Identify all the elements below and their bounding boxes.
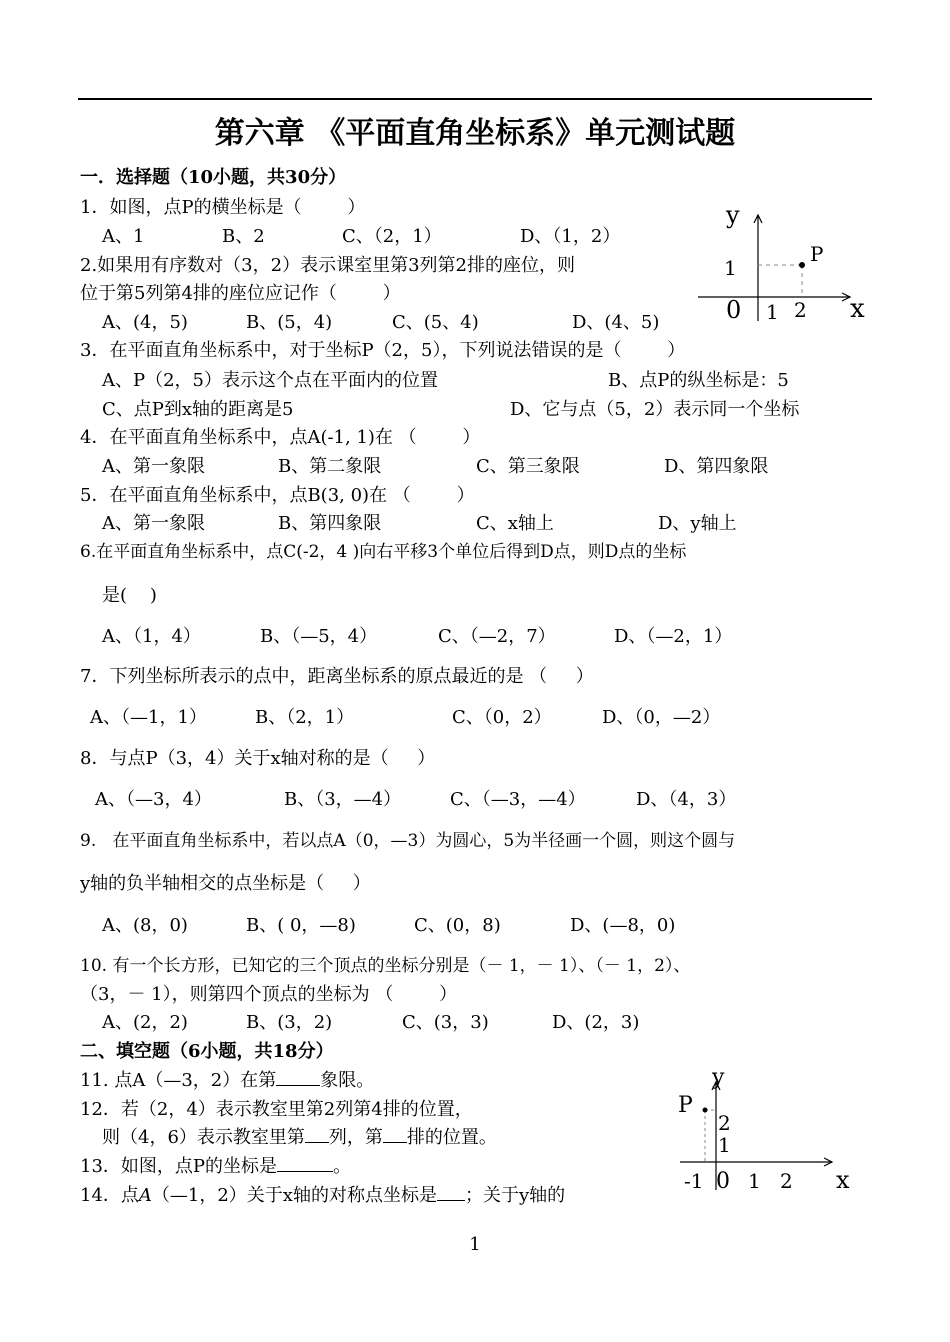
q10-option-d: D、(2，3)	[552, 1012, 640, 1033]
q5-stem: 5．在平面直角坐标系中，点B(3, 0)在 （ ）	[80, 485, 475, 506]
q12-row-blank[interactable]	[383, 1142, 407, 1143]
q12-line1: 12．若（2，4）表示教室里第2列第4排的位置，	[80, 1099, 473, 1120]
q8-option-b: B、（3，—4）	[284, 789, 402, 810]
q10-option-b: B、(3，2)	[246, 1012, 333, 1033]
fig1-x-label: x	[850, 294, 865, 324]
q9-option-c: C、(0，8)	[414, 915, 501, 936]
q7-option-a: A、（—1，1）	[90, 707, 207, 728]
q8-stem: 8．与点P（3，4）关于x轴对称的是（ ）	[80, 748, 436, 769]
fig2-x-tick-neg1: -1	[684, 1169, 704, 1193]
q9-stem-line2: y轴的负半轴相交的点坐标是（ ）	[80, 873, 371, 894]
q4-option-a: A、第一象限	[102, 456, 205, 477]
q5-option-d: D、y轴上	[658, 513, 737, 534]
q4-option-b: B、第二象限	[278, 456, 382, 477]
header-rule	[78, 98, 872, 100]
q14-answer-blank[interactable]	[437, 1200, 465, 1201]
q6-option-d: D、（—2，1）	[614, 626, 733, 647]
q2-option-b: B、(5，4)	[246, 312, 333, 333]
q10-stem-line2: （3，－ 1），则第四个顶点的坐标为 （ ）	[80, 984, 458, 1005]
q6-stem-line2: 是( )	[102, 585, 157, 606]
q1-stem: 1．如图，点P的横坐标是（ ）	[80, 197, 366, 218]
q12-text-mid: 列，第	[328, 1127, 383, 1148]
q1-option-b: B、2	[222, 226, 265, 247]
q5-option-b: B、第四象限	[278, 513, 382, 534]
coordinate-figure-2	[672, 1060, 862, 1200]
q3-option-a: A、P（2，5）表示这个点在平面内的位置	[102, 370, 439, 391]
q10-option-a: A、(2，2)	[102, 1012, 188, 1033]
q3-option-c: C、点P到x轴的距离是5	[102, 399, 294, 420]
coordinate-figure-1	[690, 195, 875, 330]
fig1-x-tick-2: 2	[794, 298, 807, 322]
q3-option-b: B、点P的纵坐标是：5	[608, 370, 789, 391]
q7-option-b: B、（2，1）	[255, 707, 355, 728]
q7-option-c: C、（0，2）	[452, 707, 552, 728]
q2-option-d: D、(4、5)	[572, 312, 660, 333]
q8-option-d: D、（4，3）	[636, 789, 737, 810]
fig2-y-label: y	[712, 1065, 725, 1090]
q4-option-d: D、第四象限	[664, 456, 769, 477]
fig1-origin-label: 0	[726, 296, 742, 324]
q14-line	[80, 1184, 565, 1208]
q5-option-a: A、第一象限	[102, 513, 205, 534]
section-1-heading: 一．选择题（10小题，共30分）	[80, 167, 347, 188]
q6-option-a: A、（1，4）	[102, 626, 201, 647]
q13-answer-blank[interactable]	[277, 1171, 333, 1172]
q12-text-pre: 则（4，6）表示教室里第	[102, 1127, 305, 1148]
q3-option-d: D、它与点（5，2）表示同一个坐标	[510, 399, 800, 420]
page-number: 1	[469, 1234, 481, 1255]
q14-text-pre: 14．点	[80, 1185, 139, 1206]
q2-option-a: A、(4，5)	[102, 312, 188, 333]
fig2-point-label: P	[678, 1093, 693, 1118]
q4-stem: 4．在平面直角坐标系中，点A(-1, 1)在 （ ）	[80, 427, 481, 448]
q1-option-d: D、（1，2）	[520, 226, 621, 247]
fig1-point-p	[799, 262, 805, 268]
q7-stem: 7．下列坐标所表示的点中，距离坐标系的原点最近的是 （ ）	[80, 666, 594, 687]
q4-option-c: C、第三象限	[476, 456, 580, 477]
fig2-point-p	[703, 1108, 708, 1113]
q13-line	[80, 1155, 351, 1179]
q6-option-c: C、（—2，7）	[438, 626, 556, 647]
fig2-x-label: x	[836, 1166, 850, 1194]
q11-answer-blank[interactable]	[276, 1085, 320, 1086]
q14-text-mid: （—1，2）关于x轴的对称点坐标是	[151, 1185, 437, 1206]
q12-line2	[102, 1126, 497, 1150]
fig2-x-tick-1: 1	[748, 1169, 761, 1193]
fig1-y-label: y	[726, 201, 740, 229]
q8-option-c: C、（—3，—4）	[450, 789, 586, 810]
q2-stem-line2: 位于第5列第4排的座位应记作（ ）	[80, 283, 401, 304]
q12-text-post: 排的位置。	[406, 1127, 497, 1148]
q2-stem-line1: 2.如果用有序数对（3，2）表示课室里第3列第2排的座位，则	[80, 255, 575, 276]
q3-stem: 3．在平面直角坐标系中，对于坐标P（2，5），下列说法错误的是（ ）	[80, 340, 686, 361]
q13-text-post: 。	[333, 1156, 352, 1177]
q10-option-c: C、(3，3)	[402, 1012, 489, 1033]
q7-option-d: D、（0，—2）	[602, 707, 721, 728]
q2-option-c: C、(5、4)	[392, 312, 479, 333]
q5-option-c: C、x轴上	[476, 513, 554, 534]
fig1-point-label: P	[810, 242, 824, 266]
fig1-x-tick-1: 1	[766, 300, 779, 324]
fig1-y-tick-1: 1	[724, 256, 737, 280]
page-title: 第六章 《平面直角坐标系》单元测试题	[214, 116, 736, 151]
q6-option-b: B、（—5，4）	[260, 626, 378, 647]
q9-option-b: B、( 0，—8)	[246, 915, 356, 936]
q9-option-a: A、(8，0)	[102, 915, 188, 936]
section-2-heading: 二、填空题（6小题，共18分）	[80, 1041, 334, 1062]
q11-text-post: 象限。	[320, 1070, 375, 1091]
fig2-y-tick-2: 2	[718, 1111, 731, 1135]
q13-text-pre: 13．如图，点P的坐标是	[80, 1156, 278, 1177]
q11-line	[80, 1069, 374, 1093]
fig2-y-tick-1: 1	[718, 1133, 731, 1157]
q1-option-c: C、（2，1）	[342, 226, 442, 247]
q10-stem-line1: 10. 有一个长方形，已知它的三个顶点的坐标分别是（－ 1，－ 1）、（－ 1，2）、	[80, 956, 691, 976]
q14-point-a: A	[138, 1185, 152, 1206]
q14-text-post: ；关于y轴的	[464, 1185, 566, 1206]
fig2-origin-label: 0	[716, 1169, 730, 1194]
q9-option-d: D、(—8，0)	[570, 915, 676, 936]
q11-text-pre: 11. 点A（—3，2）在第	[80, 1070, 277, 1091]
fig2-x-tick-2: 2	[780, 1169, 793, 1193]
q12-column-blank[interactable]	[305, 1142, 329, 1143]
q8-option-a: A、（—3，4）	[95, 789, 212, 810]
q9-stem-line1: 9. 在平面直角坐标系中，若以点A（0，—3）为圆心，5为半径画一个圆，则这个圆与	[80, 831, 736, 851]
q6-stem-line1: 6.在平面直角坐标系中，点C(-2，4 )向右平移3个单位后得到D点，则D点的坐标	[80, 542, 687, 562]
q1-option-a: A、1	[102, 226, 145, 247]
